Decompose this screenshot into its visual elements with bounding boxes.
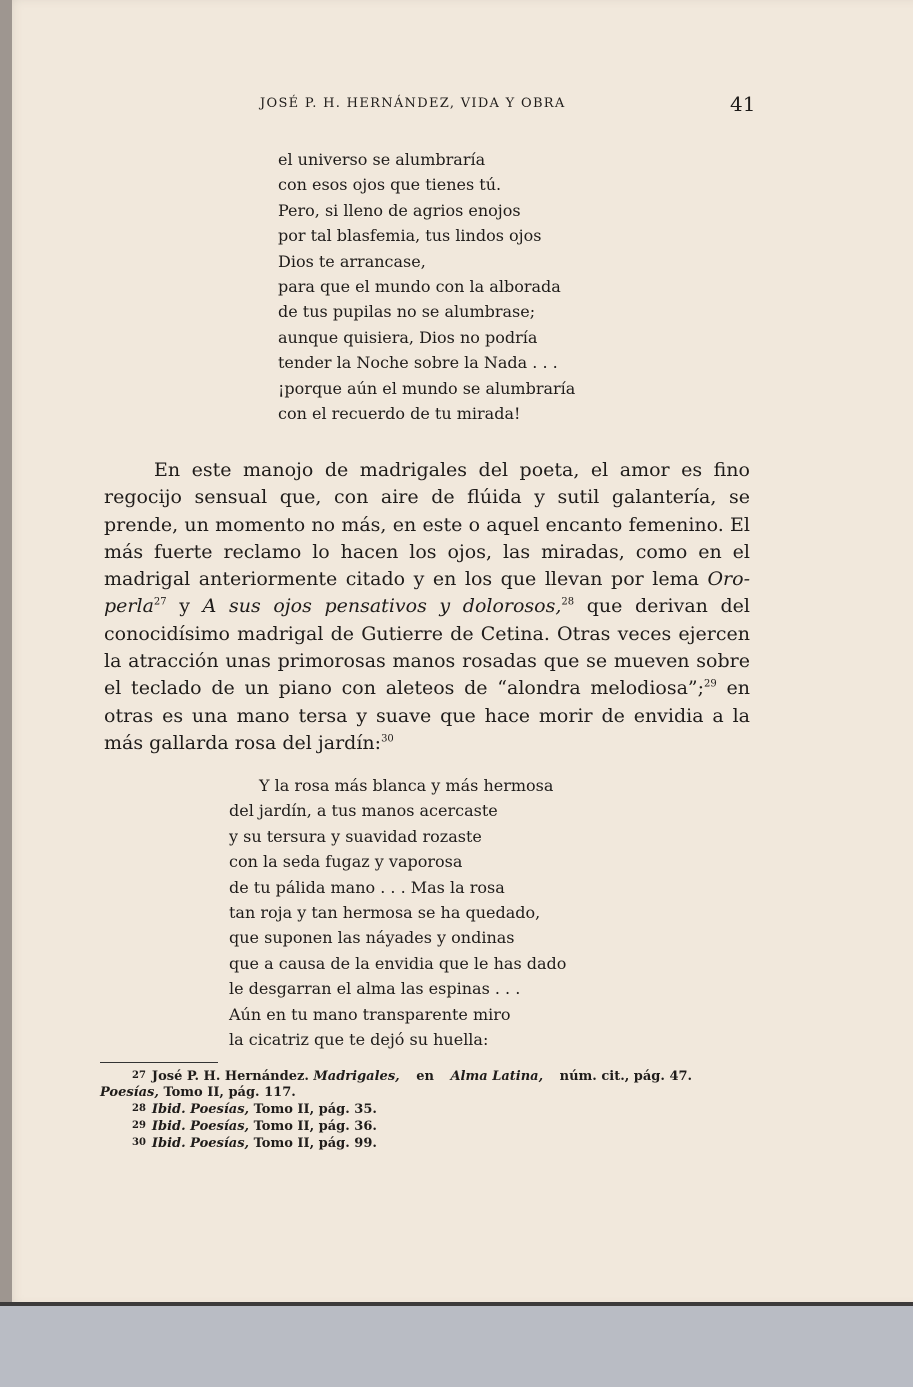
footnote-ref-28: 28: [561, 597, 575, 609]
footnote-number: 30: [132, 1137, 146, 1148]
footnote-number: 29: [132, 1120, 146, 1131]
footnote-title: Ibid. Poesías,: [151, 1136, 250, 1151]
footnote-title: Ibid. Poesías,: [151, 1119, 250, 1134]
text-run: que derivan del conocidísimo madrigal de Gutierre de Cetina. Otras veces ejercen la atracción unas primorosas manos rosadas que se mueven sobre el teclado de un piano con aleteos de “alondra melodiosa”;: [104, 595, 750, 700]
title-a-sus-ojos: A sus ojos pensativos y dolorosos,: [202, 595, 562, 618]
verse-line: y su tersura y suavidad rozaste: [229, 826, 482, 846]
verse-line: tender la Noche sobre la Nada . . .: [278, 353, 558, 373]
verse-line: del jardín, a tus manos acercaste: [229, 801, 498, 821]
footnote-divider: [100, 1062, 218, 1063]
verse-line: con la seda fugaz y vaporosa: [229, 852, 463, 872]
footnote-title: Madrigales,: [313, 1069, 400, 1084]
footnote-text: Tomo II, pág. 36.: [253, 1119, 377, 1134]
footnote-ref-29: 29: [704, 679, 717, 691]
verse-line: de tu pálida mano . . . Mas la rosa: [229, 877, 505, 897]
page-edge: [0, 1302, 913, 1306]
running-header: JOSÉ P. H. HERNÁNDEZ, VIDA Y OBRA: [260, 96, 566, 111]
verse-line: Pero, si lleno de agrios enojos: [278, 200, 521, 220]
footnote-title: Alma Latina,: [450, 1069, 544, 1084]
footnote-28: [100, 1101, 750, 1118]
verse-line: Y la rosa más blanca y más hermosa: [259, 776, 554, 795]
footnote-ref-27: 27: [153, 597, 167, 609]
footnote-text: José P. H. Hernández.: [151, 1069, 309, 1084]
footnote-title: Ibid. Poesías,: [151, 1102, 250, 1117]
verse-line: que suponen las náyades y ondinas: [229, 928, 515, 948]
title-oro-perla: Oro-perla: [104, 568, 750, 618]
verse-line: Aún en tu mano transparente miro: [229, 1004, 511, 1024]
verse-line: el universo se alumbraría: [278, 150, 486, 169]
footnote-27: [100, 1068, 750, 1085]
verse-line: para que el mundo con la alborada: [278, 277, 561, 297]
verse-line: tan roja y tan hermosa se ha quedado,: [229, 903, 541, 923]
page-number: 41: [730, 92, 756, 116]
text-run: y: [166, 595, 203, 618]
footnote-ref-30: 30: [381, 733, 394, 745]
verse-line: ¡porque aún el mundo se alumbraría: [278, 378, 576, 398]
footnote-text: núm. cit., pág. 47.: [559, 1069, 693, 1084]
footnote-title: Poesías,: [100, 1085, 159, 1100]
footnote-number: 28: [132, 1103, 146, 1114]
footnote-text: Tomo II, pág. 99.: [253, 1136, 377, 1151]
footnote-30: [100, 1135, 750, 1152]
text-run: en otras es una mano tersa y suave que hace morir de envidia a la más gallarda rosa del jardín:: [104, 677, 750, 754]
book-spine-shadow: [0, 0, 12, 1305]
footnote-29: [100, 1118, 750, 1135]
verse-line: que a causa de la envidia que le has dado: [229, 953, 567, 973]
verse-line: le desgarran el alma las espinas . . .: [229, 979, 521, 999]
footnote-text: Tomo II, pág. 35.: [253, 1102, 377, 1117]
text-run: En este manojo de madrigales del poeta, el amor es fino regocijo sensual que, con aire de flúida y sutil galantería, se prende, un momento no más, en este o aquel encanto femenino. El más fuerte reclamo lo hacen los ojos, las miradas, como en el madrigal anteriormente citado y en los que llevan por lema: [104, 459, 750, 591]
footnotes: [100, 1068, 750, 1152]
verse-line: con esos ojos que tienes tú.: [278, 175, 502, 195]
verse-line: aunque quisiera, Dios no podría: [278, 327, 538, 347]
verse-line: con el recuerdo de tu mirada!: [278, 404, 521, 424]
verse-line: Dios te arrancase,: [278, 251, 426, 271]
verse-line: de tus pupilas no se alumbrase;: [278, 302, 536, 322]
verse-line: la cicatriz que te dejó su huella:: [229, 1030, 489, 1050]
footnote-number: 27: [132, 1070, 146, 1081]
footnote-text: en: [416, 1069, 434, 1084]
poem-excerpt-1: [278, 147, 575, 426]
body-paragraph: [104, 457, 750, 757]
verse-line: por tal blasfemia, tus lindos ojos: [278, 226, 542, 246]
poem-excerpt-2: [229, 773, 566, 1052]
footnote-text: Tomo II, pág. 117.: [163, 1085, 296, 1100]
paragraph-text: [104, 457, 750, 757]
footnote-27-continued: [100, 1085, 750, 1101]
